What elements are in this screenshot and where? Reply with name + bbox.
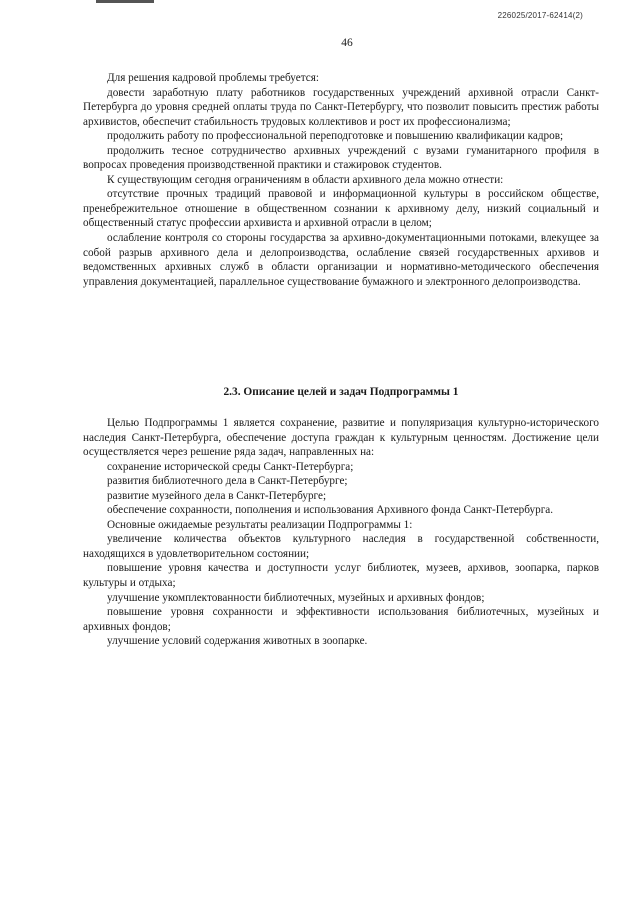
- paragraph: Целью Подпрограммы 1 является сохранение, развитие и популяризация культурно-исторического наследия Санкт-Петербурга, обеспечение доступа граждан к культурным ценностям. Достижение цели осуществляется через решение ряда задач, направленных на:: [83, 417, 599, 459]
- document-id: 226025/2017-62414(2): [497, 11, 583, 20]
- list-item: сохранение исторической среды Санкт-Петербурга;: [107, 460, 354, 473]
- list-item: улучшение условий содержания животных в зоопарке.: [107, 635, 368, 648]
- paragraph: довести заработную плату работников государственных учреждений архивной отрасли Санкт-Петербурга до уровня средней оплаты труда по Санкт-Петербургу, что позволит повысить престиж работы архивистов, обеспечит стабильность трудовых коллективов и рост их профессионализма;: [83, 86, 599, 128]
- list-item: развития библиотечного дела в Санкт-Петербурге;: [107, 475, 348, 488]
- page-number: 46: [341, 37, 353, 49]
- list-item: улучшение укомплектованности библиотечных, музейных и архивных фондов;: [107, 591, 485, 604]
- text-block-goals: [83, 416, 599, 649]
- paragraph: Для решения кадровой проблемы требуется:: [107, 72, 319, 84]
- paragraph: Основные ожидаемые результаты реализации Подпрограммы 1:: [107, 518, 413, 531]
- list-item: развитие музейного дела в Санкт-Петербурге;: [107, 489, 327, 502]
- text-block-staffing: [83, 71, 599, 289]
- list-item: увеличение количества объектов культурного наследия в государственной собственности, находящихся в удовлетворительном состоянии;: [83, 533, 599, 560]
- section-heading: 2.3. Описание целей и задач Подпрограммы 1: [223, 386, 459, 398]
- paragraph: продолжить тесное сотрудничество архивных учреждений с вузами гуманитарного профиля в вопросах проведения производственной практики и стажировок студентов.: [83, 144, 599, 172]
- list-item: повышение уровня качества и доступности услуг библиотек, музеев, архивов, зоопарка, парков культуры и отдыха;: [83, 562, 599, 590]
- paragraph: К существующим сегодня ограничениям в области архивного дела можно отнести:: [107, 173, 504, 186]
- paragraph: продолжить работу по профессиональной переподготовке и повышению квалификации кадров;: [107, 130, 564, 143]
- list-item: обеспечение сохранности, пополнения и использования Архивного фонда Санкт-Петербурга.: [107, 504, 554, 517]
- paragraph: ослабление контроля со стороны государства за архивно-документационными потоками, влекущее за собой разрыв архивного дела и делопроизводства, ослабление связей государственных архивов и ведомственных архивных служб в области организации и нормативно-методического обеспечения управления документацией, параллельное существование бумажного и электронного делопроизводства.: [83, 232, 599, 288]
- list-item: повышение уровня сохранности и эффективности использования библиотечных, музейных и архивных фондов;: [83, 606, 599, 633]
- top-scan-mark: [96, 0, 154, 3]
- paragraph: отсутствие прочных традиций правовой и информационной культуры в российском обществе, пренебрежительное отношение в общественном сознании к архивному делу, низкий социальный и общественный статус профессии архивиста и архивной отрасли в целом;: [83, 188, 599, 230]
